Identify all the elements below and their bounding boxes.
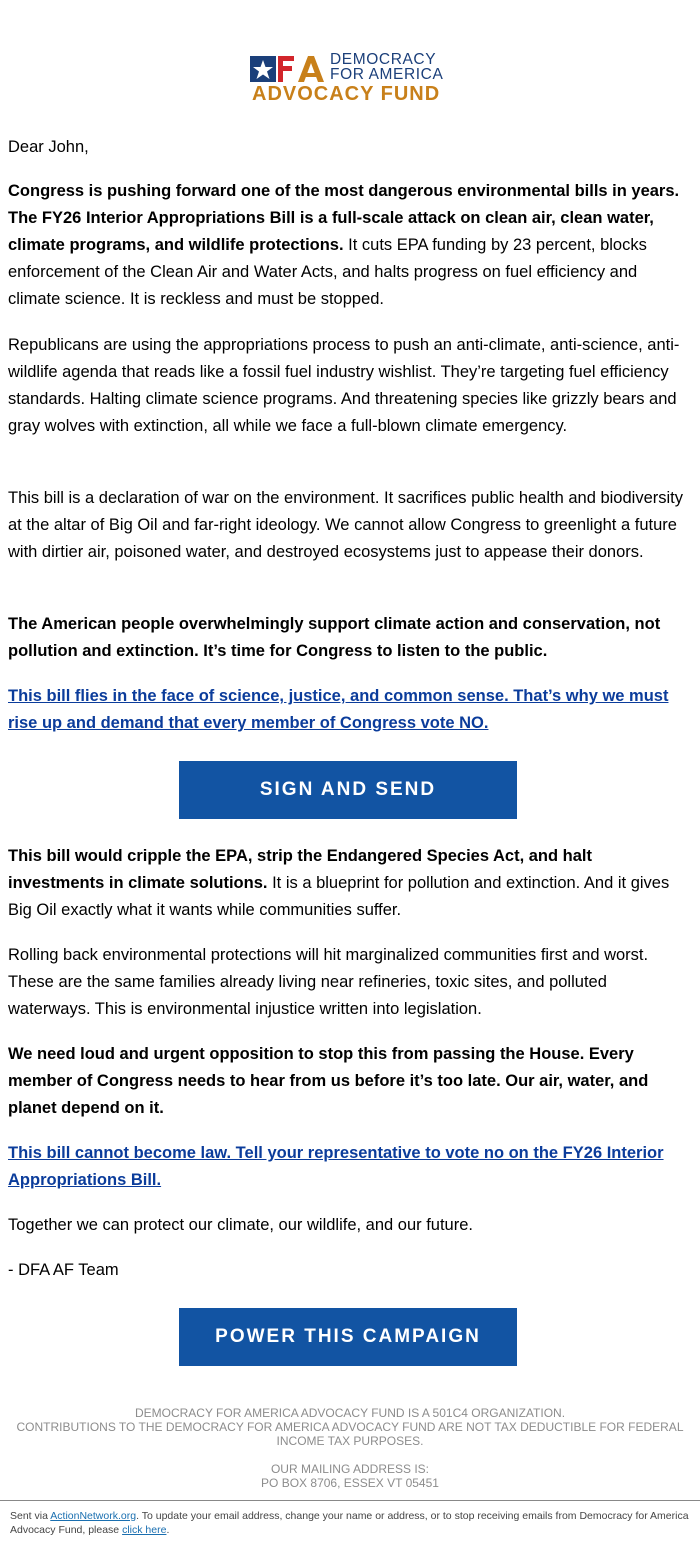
paragraph-urgent-opposition: We need loud and urgent opposition to stop this from passing the House. Every member of Congress needs to hear from us before it’s too late. Our air, water, and planet depend on it. <box>8 1045 649 1117</box>
paragraph-cripple-epa <box>8 843 692 924</box>
signoff: - DFA AF Team <box>8 1261 119 1279</box>
logo-line-for-america: FOR AMERICA <box>330 66 444 83</box>
sent-prefix: Sent via <box>10 1510 51 1522</box>
tell-representative-link[interactable]: This bill cannot become law. Tell your representative to vote no on the FY26 Interior Appropriations Bill. <box>8 1144 664 1189</box>
dfa-logo[interactable] <box>250 50 460 106</box>
paragraph-link-representative <box>8 1140 692 1194</box>
unsubscribe-link[interactable]: click here <box>122 1524 167 1536</box>
paragraph-intro-bold: Congress is pushing forward one of the most dangerous environmental bills in years. The FY26 Interior Appropriations Bill is a full-scale attack on clean air, clean water, climate programs, and wildlife protections. <box>8 182 680 254</box>
footer-line-501c4: DEMOCRACY FOR AMERICA ADVOCACY FUND IS A 501C4 ORGANIZATION. <box>134 1406 566 1420</box>
paragraph-public-support: The American people overwhelmingly support climate action and conservation, not pollution and extinction. It’s time for Congress to listen to the public. <box>8 615 661 660</box>
paragraph-declaration: This bill is a declaration of war on the environment. It sacrifices public health and biodiversity at the altar of Big Oil and far-right ideology. We cannot allow Congress to greenlight a future with dirtier air, poisoned water, and destroyed ecosystems just to appease their donors. <box>8 489 684 561</box>
sent-suffix: . <box>166 1524 170 1536</box>
paragraph-republicans: Republicans are using the appropriations process to push an anti-climate, anti-science, anti-wildlife agenda that reads like a fossil fuel industry wishlist. They’re targeting fuel efficiency standards. Halting climate science programs. And threatening species like grizzly bears and gray wolves with extinction, all while we face a full-blown climate emergency. <box>8 336 680 435</box>
actionnetwork-link[interactable]: ActionNetwork.org <box>50 1510 137 1522</box>
sent-middle: . To update your email address, change your name or address, or to stop receiving emails from Democracy for America Advocacy Fund, please <box>10 1510 689 1536</box>
paragraph-rolling-back: Rolling back environmental protections will hit marginalized communities first and worst. These are the same families already living near refineries, toxic sites, and polluted waterways. This is environmental injustice written into legislation. <box>8 946 649 1018</box>
greeting: Dear John, <box>8 138 89 156</box>
footer-address-value: PO BOX 8706, ESSEX VT 05451 <box>261 1476 439 1490</box>
footer-address-label: OUR MAILING ADDRESS IS: <box>270 1462 430 1476</box>
footer-disclaimer <box>10 1406 690 1448</box>
paragraph-cripple-epa-bold: This bill would cripple the EPA, strip the Endangered Species Act, and halt investments in climate solutions. <box>8 847 593 892</box>
paragraph-together: Together we can protect our climate, our wildlife, and our future. <box>8 1216 473 1234</box>
logo-line-advocacy-fund: ADVOCACY FUND <box>252 83 441 105</box>
sign-and-send-button[interactable]: SIGN AND SEND <box>179 761 517 819</box>
paragraph-intro-rest: It cuts EPA funding by 23 percent, blocks enforcement of the Clean Air and Water Acts, and halts progress on fuel efficiency and climate science. It is reckless and must be stopped. <box>8 236 647 308</box>
paragraph-intro <box>8 178 692 313</box>
paragraph-link-vote-no <box>8 683 692 737</box>
vote-no-link[interactable]: This bill flies in the face of science, justice, and common sense. That’s why we must rise up and demand that every member of Congress vote NO. <box>8 687 669 732</box>
sent-via-notice <box>10 1509 690 1537</box>
logo-line-democracy: DEMOCRACY <box>330 51 437 68</box>
footer-divider <box>0 1500 700 1501</box>
paragraph-cripple-epa-rest: It is a blueprint for pollution and extinction. And it gives Big Oil exactly what it wants while communities suffer. <box>8 874 670 919</box>
dfa-monogram-icon <box>250 54 328 84</box>
power-this-campaign-button[interactable]: POWER THIS CAMPAIGN <box>179 1308 517 1366</box>
footer-line-tax: CONTRIBUTIONS TO THE DEMOCRACY FOR AMERICA ADVOCACY FUND ARE NOT TAX DEDUCTIBLE FOR FEDERAL INCOME TAX PURPOSES. <box>16 1420 684 1448</box>
footer-address <box>10 1462 690 1490</box>
